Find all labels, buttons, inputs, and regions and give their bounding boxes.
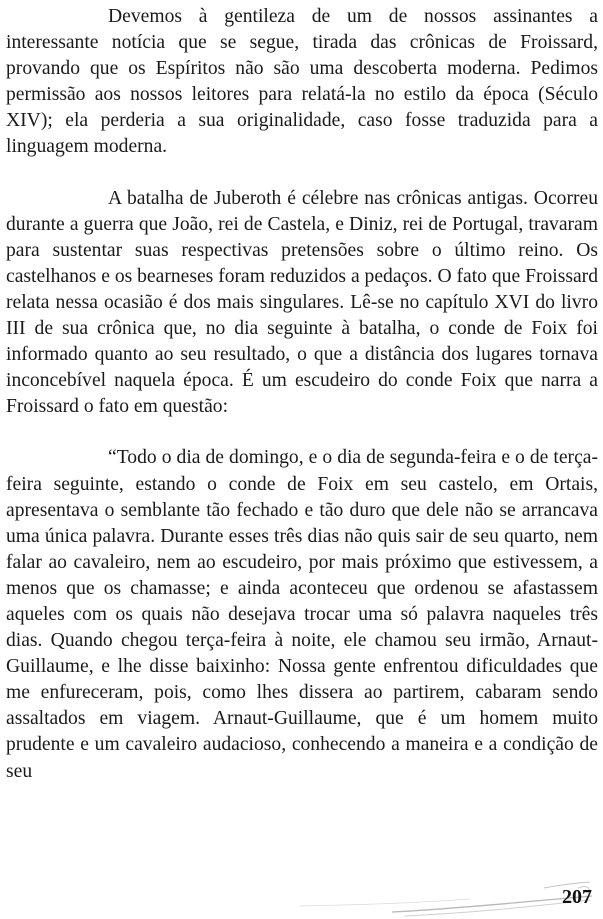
page-body: [6, 4, 598, 785]
paragraph-quote: “Todo o dia de domingo, e o dia de segunda-feira e o de terça-feira seguinte, estando o conde de Foix em seu castelo, em Ortais, apresentava o semblante tão fechado e tão duro que dele não se arrancava uma única palavra. Durante esses três dias não quis sair de seu quarto, nem falar ao cavaleiro, nem ao escudeiro, por mais próximo que estivessem, a menos que os chamasse; e ainda aconteceu que ordenou se afastassem aqueles com os quais não desejava trocar uma só palavra naqueles três dias. Quando chegou terça-feira à noite, ele chamou seu irmão, Arnaut-Guillaume, e lhe disse baixinho: Nossa gente enfrentou dificuldades que me enfureceram, pois, como lhes dissera ao partirem, cabaram sendo assaltados em viagem. Arnaut-Guillaume, que é um homem muito prudente e um cavaleiro audacioso, conhecendo a maneira e a condição de seu: [6, 447, 598, 782]
page-number: 207: [562, 886, 592, 908]
paragraph-intro: Devemos à gentileza de um de nossos assinantes a interessante notícia que se segue, tirada das crônicas de Froissard, provando que os Espíritos não são uma descoberta moderna. Pedimos permissão aos nossos leitores para relatá-la no estilo da época (Século XIV); ela perderia a sua originalidade, caso fosse traduzida para a linguagem moderna.: [6, 6, 598, 158]
page-footer: [0, 876, 603, 919]
swoosh-ornament-icon: [0, 876, 603, 919]
paragraph-battle: A batalha de Juberoth é célebre nas crônicas antigas. Ocorreu durante a guerra que João, rei de Castela, e Diniz, rei de Portugal, travaram para sustentar suas respectivas pretensões sobre o último reino. Os castelhanos e os bearneses foram reduzidos a pedaços. O fato que Froissard relata nessa ocasião é dos mais singulares. Lê-se no capítulo XVI do livro III de sua crônica que, no dia seguinte à batalha, o conde de Foix foi informado quanto ao seu resultado, o que a distância dos lugares tornava inconcebível naquela época. É um escudeiro do conde Foix que narra a Froissard o fato em questão:: [6, 187, 598, 418]
